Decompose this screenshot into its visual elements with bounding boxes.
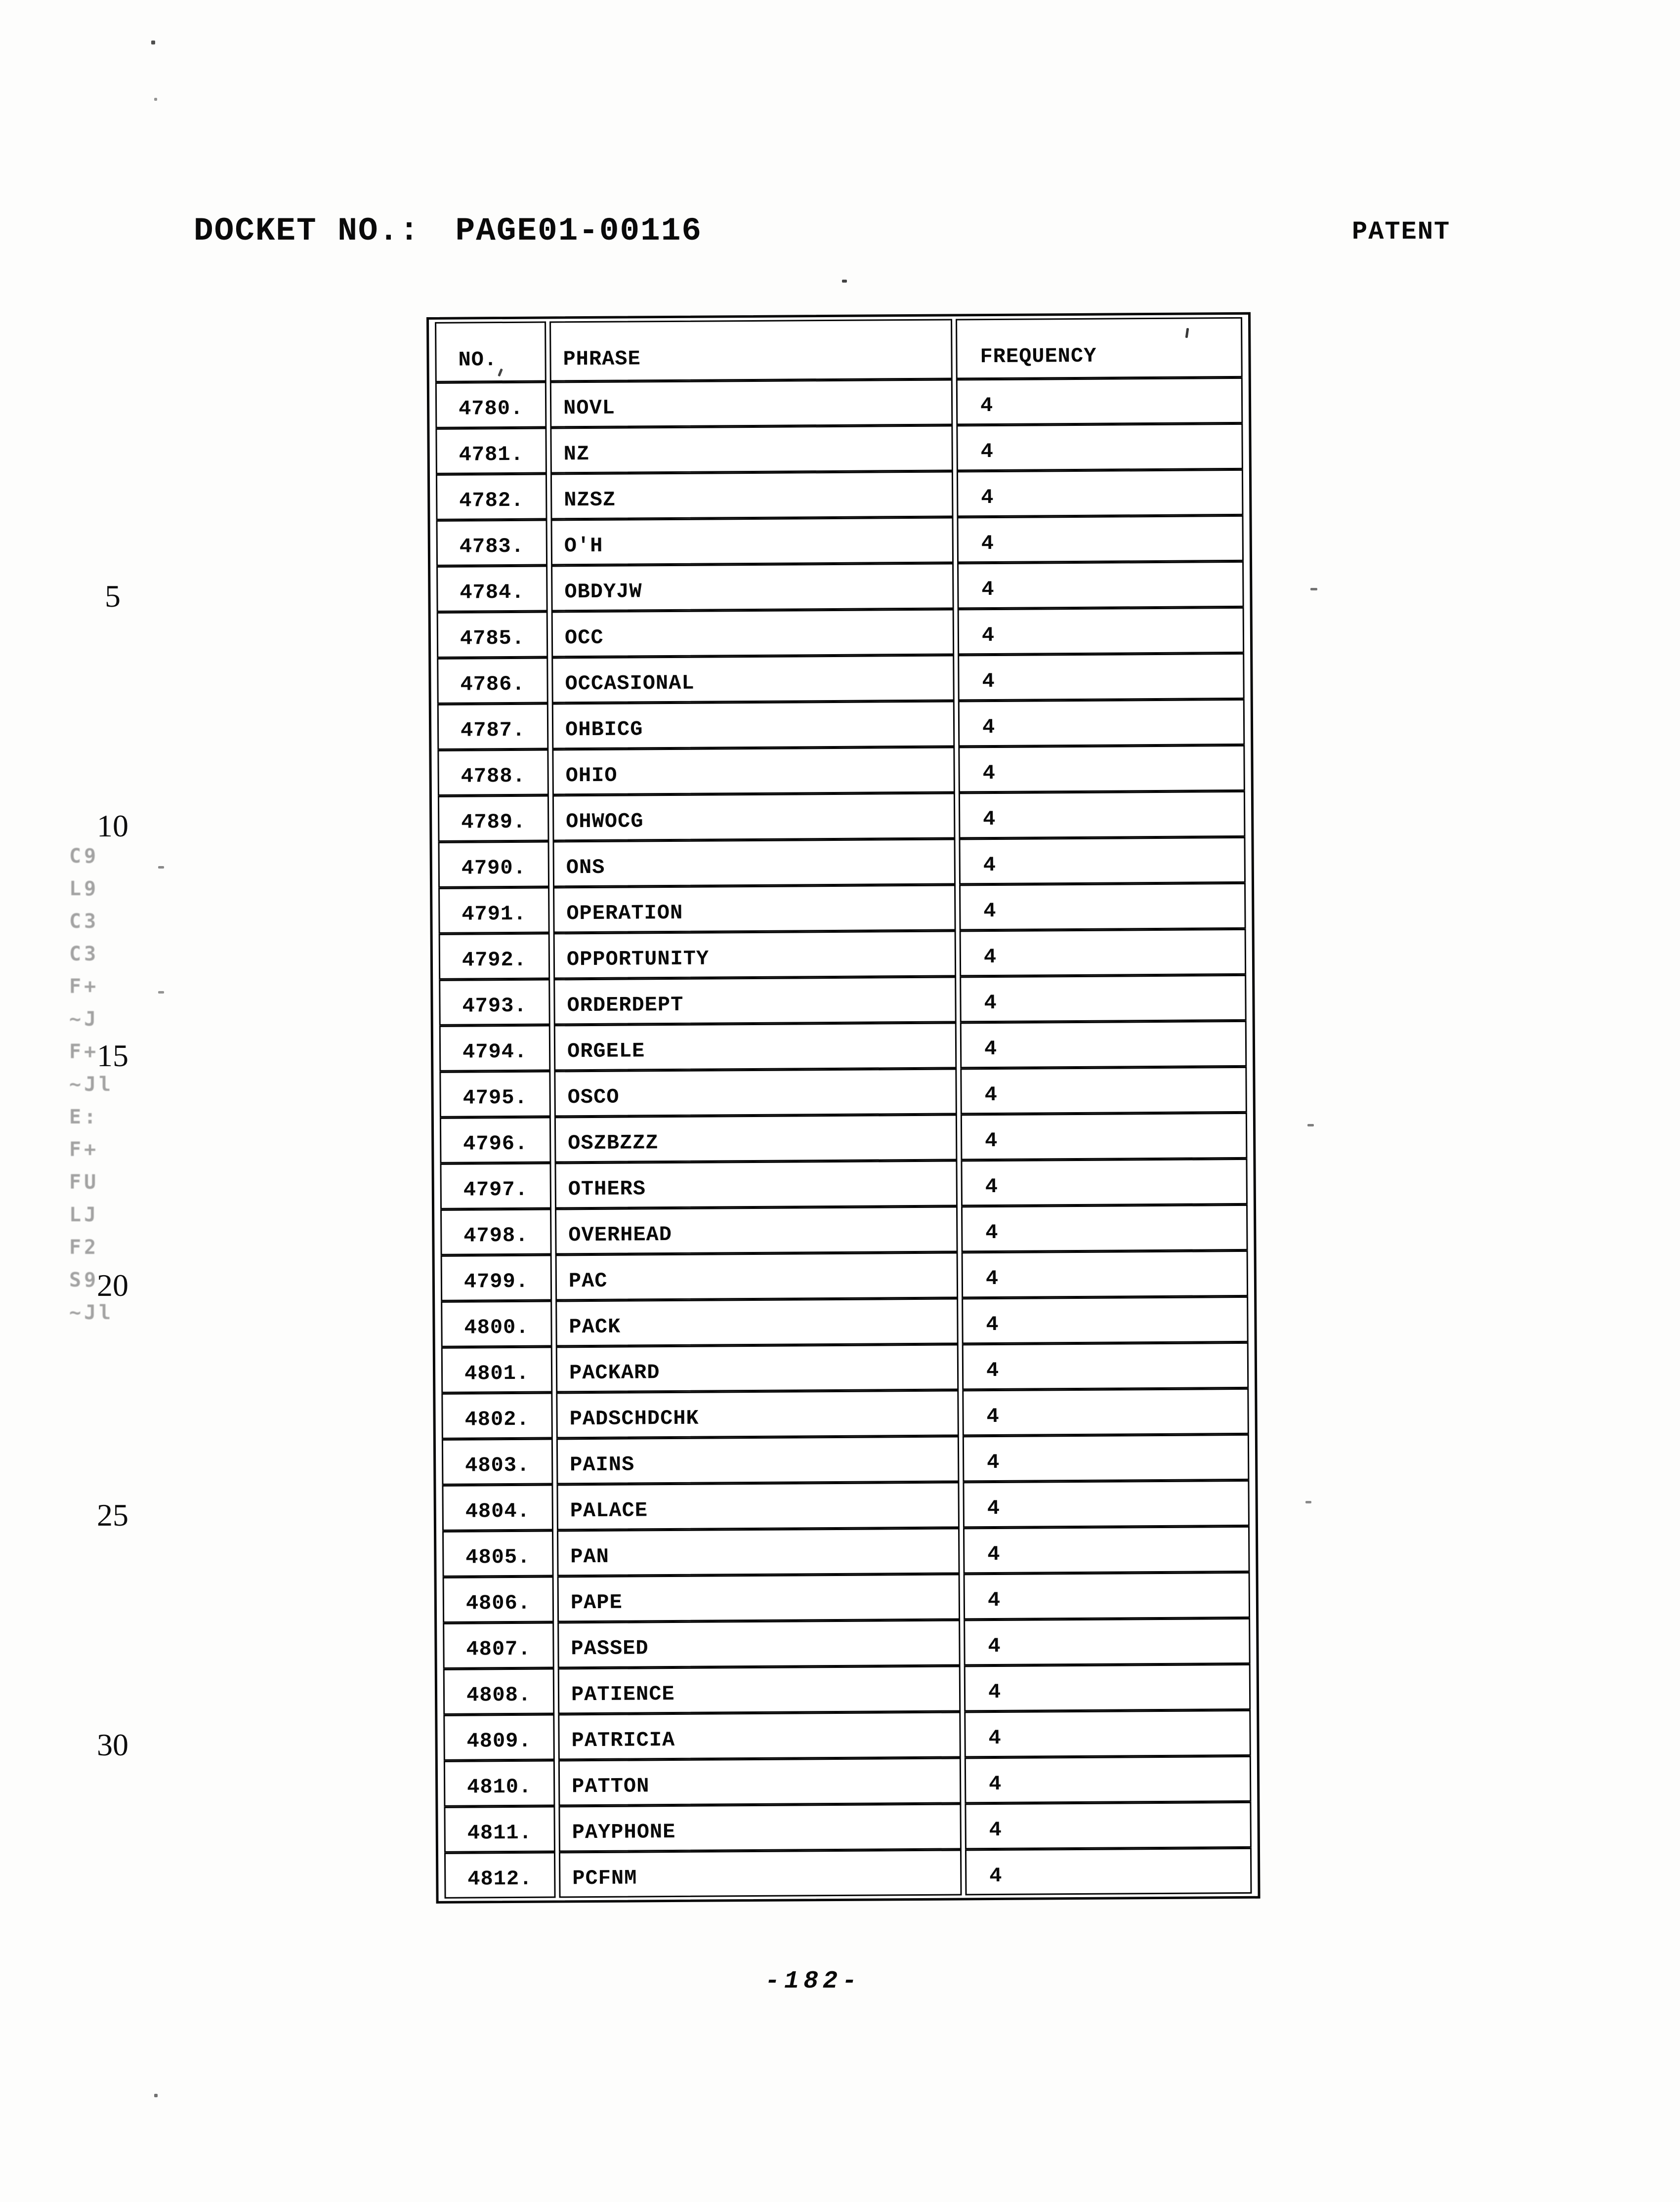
stamp-glyph: C3 — [69, 943, 99, 965]
cell-phrase: OHBICG — [552, 701, 955, 749]
cell-phrase: NZ — [550, 425, 953, 473]
cell-no: 4806. — [443, 1576, 554, 1622]
cell-frequency: 4 — [963, 1480, 1250, 1528]
margin-line-number: 25 — [97, 1497, 128, 1533]
docket-number: PAGE01-00116 — [455, 212, 702, 249]
stamp-glyph: F+ — [69, 1040, 99, 1063]
cell-phrase: OHWOCG — [552, 792, 956, 841]
table-header-row — [435, 317, 1243, 382]
margin-line-number: 5 — [105, 579, 121, 614]
cell-phrase: PAINS — [556, 1436, 960, 1484]
table-row — [440, 1205, 1248, 1255]
cell-frequency: 4 — [960, 1067, 1247, 1115]
cell-phrase: OSCO — [554, 1068, 957, 1117]
stamp-glyph: ~Jl — [69, 1073, 114, 1096]
cell-no: 4796. — [440, 1117, 551, 1163]
cell-phrase: OSZBZZZ — [554, 1114, 958, 1163]
cell-frequency: 4 — [957, 515, 1244, 563]
cell-frequency: 4 — [962, 1342, 1249, 1390]
cell-frequency: 4 — [964, 1618, 1251, 1666]
cell-phrase: PACKARD — [556, 1344, 959, 1392]
cell-phrase: OCC — [551, 609, 955, 657]
cell-phrase: PATIENCE — [558, 1665, 961, 1714]
cell-phrase: PAPE — [557, 1574, 961, 1622]
stamp-glyph: LJ — [69, 1204, 99, 1226]
cell-phrase: PASSED — [557, 1620, 961, 1668]
table-row — [444, 1802, 1252, 1853]
docket-line — [194, 212, 702, 249]
docket-label: DOCKET NO.: — [194, 212, 420, 249]
col-header-phrase: PHRASE — [549, 319, 953, 382]
cell-no: 4781. — [435, 428, 547, 474]
cell-no: 4786. — [437, 658, 548, 704]
cell-no: 4797. — [440, 1163, 551, 1209]
cell-frequency: 4 — [962, 1250, 1249, 1298]
cell-no: 4807. — [443, 1622, 554, 1668]
cell-frequency: 4 — [964, 1572, 1251, 1620]
cell-frequency: 4 — [956, 377, 1243, 425]
table-row — [442, 1434, 1250, 1485]
scan-artifact — [1305, 1501, 1311, 1503]
cell-no: 4791. — [438, 887, 550, 934]
table-row — [441, 1250, 1249, 1301]
cell-phrase: PAN — [557, 1528, 960, 1576]
table-row — [438, 837, 1246, 888]
cell-phrase: OVERHEAD — [555, 1206, 958, 1254]
scan-artifact — [1310, 588, 1317, 590]
stamp-glyph: F2 — [69, 1236, 99, 1259]
cell-phrase: ONS — [552, 838, 956, 887]
cell-no: 4809. — [443, 1714, 555, 1760]
stamp-glyph: E: — [69, 1106, 99, 1128]
col-header-no: NO. — [435, 322, 546, 382]
scan-artifact — [158, 866, 164, 869]
stamp-glyph: L9 — [69, 877, 99, 900]
col-header-frequency: FREQUENCY — [956, 317, 1243, 379]
cell-no: 4790. — [438, 841, 549, 888]
cell-phrase: PALACE — [556, 1482, 960, 1530]
cell-frequency: 4 — [956, 423, 1243, 471]
table-row — [438, 883, 1246, 934]
cell-no: 4803. — [442, 1438, 553, 1485]
table-row — [440, 1113, 1248, 1163]
table-row — [436, 561, 1244, 612]
cell-frequency: 4 — [960, 929, 1247, 977]
cell-phrase: OPERATION — [553, 884, 956, 933]
table-row — [436, 515, 1244, 566]
cell-no: 4800. — [441, 1300, 552, 1347]
cell-frequency: 4 — [965, 1848, 1252, 1896]
cell-frequency: 4 — [963, 1526, 1250, 1574]
cell-no: 4788. — [437, 749, 549, 796]
cell-frequency: 4 — [958, 699, 1245, 747]
cell-frequency: 4 — [959, 837, 1246, 885]
cell-phrase: OTHERS — [554, 1160, 958, 1208]
cell-frequency: 4 — [957, 561, 1244, 609]
cell-frequency: 4 — [965, 1756, 1252, 1804]
cell-frequency: 4 — [962, 1388, 1249, 1436]
cell-phrase: PCFNM — [559, 1849, 962, 1898]
stamp-glyph: F+ — [69, 975, 99, 998]
table-row — [443, 1664, 1251, 1715]
cell-phrase: O'H — [551, 517, 954, 565]
cell-frequency: 4 — [959, 791, 1246, 839]
cell-no: 4782. — [436, 474, 547, 520]
cell-phrase: ORGELE — [554, 1022, 957, 1071]
cell-phrase: OBDYJW — [551, 563, 954, 611]
cell-frequency: 4 — [958, 745, 1245, 793]
cell-phrase: PATTON — [558, 1757, 962, 1806]
cell-no: 4805. — [442, 1530, 554, 1577]
table-head — [435, 317, 1243, 382]
cell-frequency: 4 — [960, 975, 1247, 1023]
scan-artifact — [158, 991, 164, 994]
table-row — [439, 929, 1247, 980]
cell-no: 4802. — [441, 1392, 553, 1439]
cell-frequency: 4 — [961, 1113, 1248, 1161]
table-body — [435, 377, 1252, 1899]
table-row — [439, 1021, 1247, 1072]
table-row — [435, 423, 1243, 474]
table-row — [444, 1756, 1252, 1807]
cell-phrase: OHIO — [552, 747, 955, 795]
cell-frequency: 4 — [961, 1159, 1248, 1206]
margin-line-number: 20 — [97, 1268, 128, 1303]
cell-frequency: 4 — [959, 883, 1246, 931]
table-row — [437, 653, 1245, 704]
cell-phrase: NZSZ — [550, 471, 954, 519]
frequency-table-border — [426, 312, 1260, 1904]
cell-no: 4787. — [437, 704, 549, 750]
phrase-frequency-table — [431, 317, 1255, 1899]
cell-phrase: OPPORTUNITY — [553, 930, 957, 979]
cell-no: 4789. — [438, 795, 549, 842]
scan-artifact — [842, 280, 847, 283]
stamp-glyph: ~J — [69, 1008, 99, 1031]
cell-frequency: 4 — [964, 1664, 1251, 1712]
stamp-glyph: S9 — [69, 1269, 99, 1291]
table-row — [436, 469, 1244, 520]
table-row — [443, 1710, 1251, 1761]
cell-phrase: NOVL — [550, 379, 953, 427]
scan-artifact — [1307, 1124, 1314, 1126]
cell-no: 4794. — [439, 1025, 551, 1071]
cell-no: 4792. — [439, 933, 550, 979]
margin-line-number: 30 — [97, 1727, 128, 1762]
table-row — [437, 745, 1245, 796]
cell-no: 4784. — [436, 566, 548, 612]
stamp-glyph: C3 — [69, 910, 99, 933]
cell-frequency: 4 — [958, 607, 1245, 655]
cell-no: 4785. — [437, 612, 548, 658]
cell-no: 4810. — [444, 1760, 555, 1806]
cell-no: 4808. — [443, 1668, 555, 1714]
cell-no: 4804. — [442, 1484, 553, 1531]
cell-frequency: 4 — [957, 469, 1244, 517]
table-row — [437, 699, 1245, 750]
table-row — [439, 1067, 1247, 1118]
cell-frequency: 4 — [960, 1021, 1247, 1069]
cell-no: 4798. — [440, 1208, 552, 1255]
cell-frequency: 4 — [965, 1802, 1252, 1850]
stamp-glyph: ~Jl — [69, 1301, 114, 1324]
cell-no: 4793. — [439, 979, 550, 1025]
cell-phrase: PATRICIA — [558, 1711, 961, 1760]
scan-artifact — [154, 98, 157, 101]
table-row — [442, 1526, 1250, 1577]
table-row — [443, 1618, 1251, 1669]
scan-artifact — [154, 2094, 158, 2097]
cell-no: 4780. — [435, 382, 547, 428]
stamp-glyph: C9 — [69, 845, 99, 868]
cell-phrase: PADSCHDCHK — [556, 1390, 959, 1438]
table-row — [437, 607, 1245, 658]
cell-no: 4811. — [444, 1806, 555, 1852]
table-row — [435, 377, 1243, 428]
cell-no: 4801. — [441, 1346, 553, 1393]
table-row — [441, 1296, 1249, 1347]
table-row — [441, 1388, 1249, 1439]
table-row — [441, 1342, 1249, 1393]
faded-stamp-artifact — [69, 840, 133, 1329]
cell-no: 4799. — [441, 1254, 552, 1301]
margin-line-number: 10 — [97, 808, 128, 843]
scan-artifact — [151, 41, 155, 44]
cell-no: 4783. — [436, 520, 548, 566]
stamp-glyph: F+ — [69, 1138, 99, 1161]
page-number: -182- — [765, 1967, 862, 1995]
cell-phrase: PACK — [555, 1298, 959, 1346]
table-row — [438, 791, 1246, 842]
table-row — [439, 975, 1247, 1026]
cell-frequency: 4 — [962, 1296, 1249, 1344]
cell-phrase: OCCASIONAL — [551, 655, 955, 703]
table-row — [440, 1159, 1248, 1209]
margin-line-number: 15 — [97, 1038, 128, 1073]
cell-no: 4795. — [439, 1071, 551, 1117]
table-row — [444, 1848, 1252, 1899]
cell-frequency: 4 — [958, 653, 1245, 701]
stamp-glyph: FU — [69, 1171, 99, 1194]
cell-phrase: PAC — [555, 1252, 959, 1300]
cell-no: 4812. — [444, 1852, 556, 1898]
cell-frequency: 4 — [963, 1434, 1250, 1482]
patent-label: PATENT — [1352, 217, 1451, 247]
cell-frequency: 4 — [961, 1205, 1248, 1252]
table-row — [443, 1572, 1251, 1623]
cell-phrase: PAYPHONE — [558, 1803, 962, 1852]
cell-frequency: 4 — [964, 1710, 1251, 1758]
cell-phrase: ORDERDEPT — [553, 976, 957, 1025]
table-row — [442, 1480, 1250, 1531]
